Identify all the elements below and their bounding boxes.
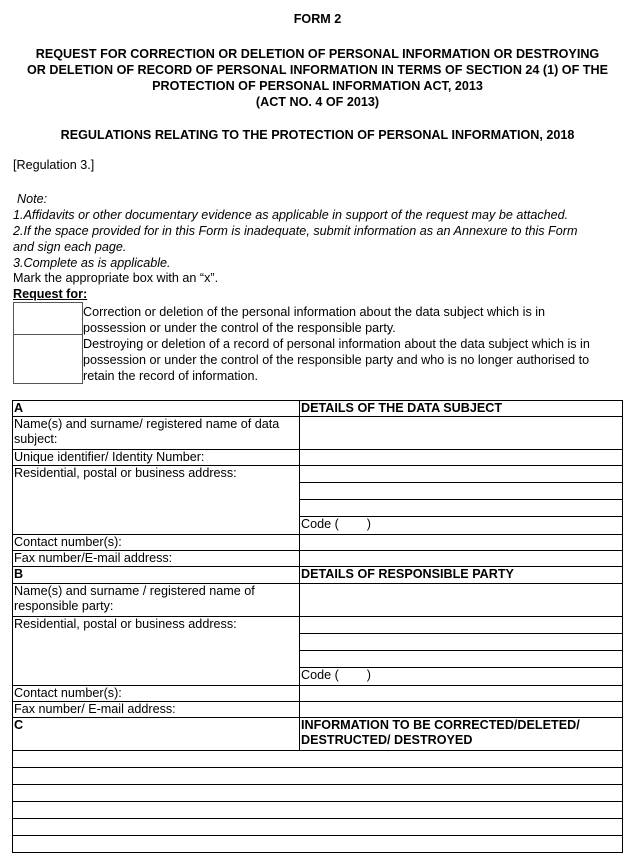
heading-line: INFORMATION TO BE CORRECTED/DELETED/ — [301, 718, 580, 732]
table-row — [13, 785, 623, 802]
regulations-title: REGULATIONS RELATING TO THE PROTECTION OF PERSONAL INFORMATION, 2018 — [60, 128, 575, 142]
table-row — [13, 686, 623, 702]
section-c-heading — [300, 718, 623, 751]
section-c-header-row — [13, 718, 623, 751]
table-row — [13, 535, 623, 551]
option-destroying-text — [83, 336, 590, 384]
section-c-letter: C — [13, 718, 300, 751]
code-label: Code ( ) — [301, 517, 371, 531]
data-subject-id-field[interactable] — [300, 450, 623, 466]
heading-line: DESTRUCTED/ DESTROYED — [301, 733, 473, 747]
data-subject-contact-field[interactable] — [300, 535, 623, 551]
table-row — [13, 617, 623, 634]
responsible-party-name-field[interactable] — [300, 584, 623, 617]
code-label: Code ( ) — [301, 668, 371, 682]
table-row — [13, 751, 623, 768]
info-line-3[interactable] — [13, 785, 623, 802]
form-title-line: PROTECTION OF PERSONAL INFORMATION ACT, 2013 — [152, 79, 483, 93]
option-destroying-line: retain the record of information. — [83, 369, 259, 383]
form-title-line: REQUEST FOR CORRECTION OR DELETION OF PERSONAL INFORMATION OR DESTROYING — [35, 47, 600, 61]
note-item: 1.Affidavits or other documentary evidence as applicable in support of the request may be attached. — [13, 208, 569, 222]
form-title-line: (ACT NO. 4 OF 2013) — [255, 95, 380, 109]
table-row — [13, 768, 623, 785]
option-correction-text — [83, 304, 545, 336]
option-correction-checkbox[interactable] — [13, 302, 83, 336]
option-destroying-checkbox[interactable] — [13, 334, 83, 384]
option-destroying-line: possession or under the control of the responsible party and who is no longer authorised to — [83, 353, 590, 367]
table-row — [13, 702, 623, 718]
table-row — [13, 417, 623, 450]
details-table — [12, 400, 623, 853]
request-for-label: Request for: — [13, 287, 88, 301]
info-line-6[interactable] — [13, 836, 623, 853]
responsible-party-address-line-3[interactable] — [300, 651, 623, 668]
section-a-letter: A — [13, 401, 300, 417]
responsible-party-contact-field[interactable] — [300, 686, 623, 702]
label-line: responsible party: — [14, 599, 114, 613]
table-row — [13, 551, 623, 567]
info-line-4[interactable] — [13, 802, 623, 819]
form-number: FORM 2 — [293, 12, 342, 26]
table-row — [13, 802, 623, 819]
option-destroying-line: Destroying or deletion of a record of personal information about the data subject which is in — [83, 337, 590, 351]
responsible-party-address-label: Residential, postal or business address: — [13, 617, 300, 686]
label-line: Name(s) and surname / registered name of — [14, 584, 255, 598]
info-line-5[interactable] — [13, 819, 623, 836]
data-subject-address-label: Residential, postal or business address: — [13, 466, 300, 535]
section-a-heading: DETAILS OF THE DATA SUBJECT — [300, 401, 623, 417]
data-subject-name-label — [13, 417, 300, 450]
note-block — [13, 191, 577, 271]
responsible-party-fax-label: Fax number/ E-mail address: — [13, 702, 300, 718]
label-line: Name(s) and surname/ registered name of data — [14, 417, 280, 431]
section-b-heading: DETAILS OF RESPONSIBLE PARTY — [300, 567, 623, 584]
note-item: 3.Complete as is applicable. — [13, 256, 171, 270]
responsible-party-fax-field[interactable] — [300, 702, 623, 718]
responsible-party-address-line-1[interactable] — [300, 617, 623, 634]
mark-instruction: Mark the appropriate box with an “x”. — [13, 271, 219, 285]
data-subject-address-line-3[interactable] — [300, 500, 623, 517]
label-line: subject: — [14, 432, 58, 446]
section-a-header-row — [13, 401, 623, 417]
responsible-party-address-line-2[interactable] — [300, 634, 623, 651]
responsible-party-name-label — [13, 584, 300, 617]
section-b-header-row — [13, 567, 623, 584]
data-subject-code-field[interactable] — [300, 517, 623, 535]
note-item: 2.If the space provided for in this Form is inadequate, submit information as an Annexure to this Form — [13, 224, 578, 238]
info-line-1[interactable] — [13, 751, 623, 768]
regulation-reference: [Regulation 3.] — [13, 158, 95, 172]
form-title-line: OR DELETION OF RECORD OF PERSONAL INFORMATION IN TERMS OF SECTION 24 (1) OF THE — [27, 63, 608, 77]
table-row — [13, 450, 623, 466]
option-correction-line: possession or under the control of the responsible party. — [83, 321, 396, 335]
responsible-party-code-field[interactable] — [300, 668, 623, 686]
note-item: and sign each page. — [13, 240, 127, 254]
data-subject-contact-label: Contact number(s): — [13, 535, 300, 551]
data-subject-address-line-2[interactable] — [300, 483, 623, 500]
info-line-2[interactable] — [13, 768, 623, 785]
form-title — [0, 46, 635, 110]
option-correction-line: Correction or deletion of the personal information about the data subject which is in — [83, 305, 546, 319]
table-row — [13, 819, 623, 836]
section-b-letter: B — [13, 567, 300, 584]
table-row — [13, 466, 623, 483]
data-subject-id-label: Unique identifier/ Identity Number: — [13, 450, 300, 466]
table-row — [13, 836, 623, 853]
data-subject-fax-field[interactable] — [300, 551, 623, 567]
data-subject-fax-label: Fax number/E-mail address: — [13, 551, 300, 567]
data-subject-name-field[interactable] — [300, 417, 623, 450]
data-subject-address-line-1[interactable] — [300, 466, 623, 483]
note-label: Note: — [17, 192, 48, 206]
table-row — [13, 584, 623, 617]
responsible-party-contact-label: Contact number(s): — [13, 686, 300, 702]
